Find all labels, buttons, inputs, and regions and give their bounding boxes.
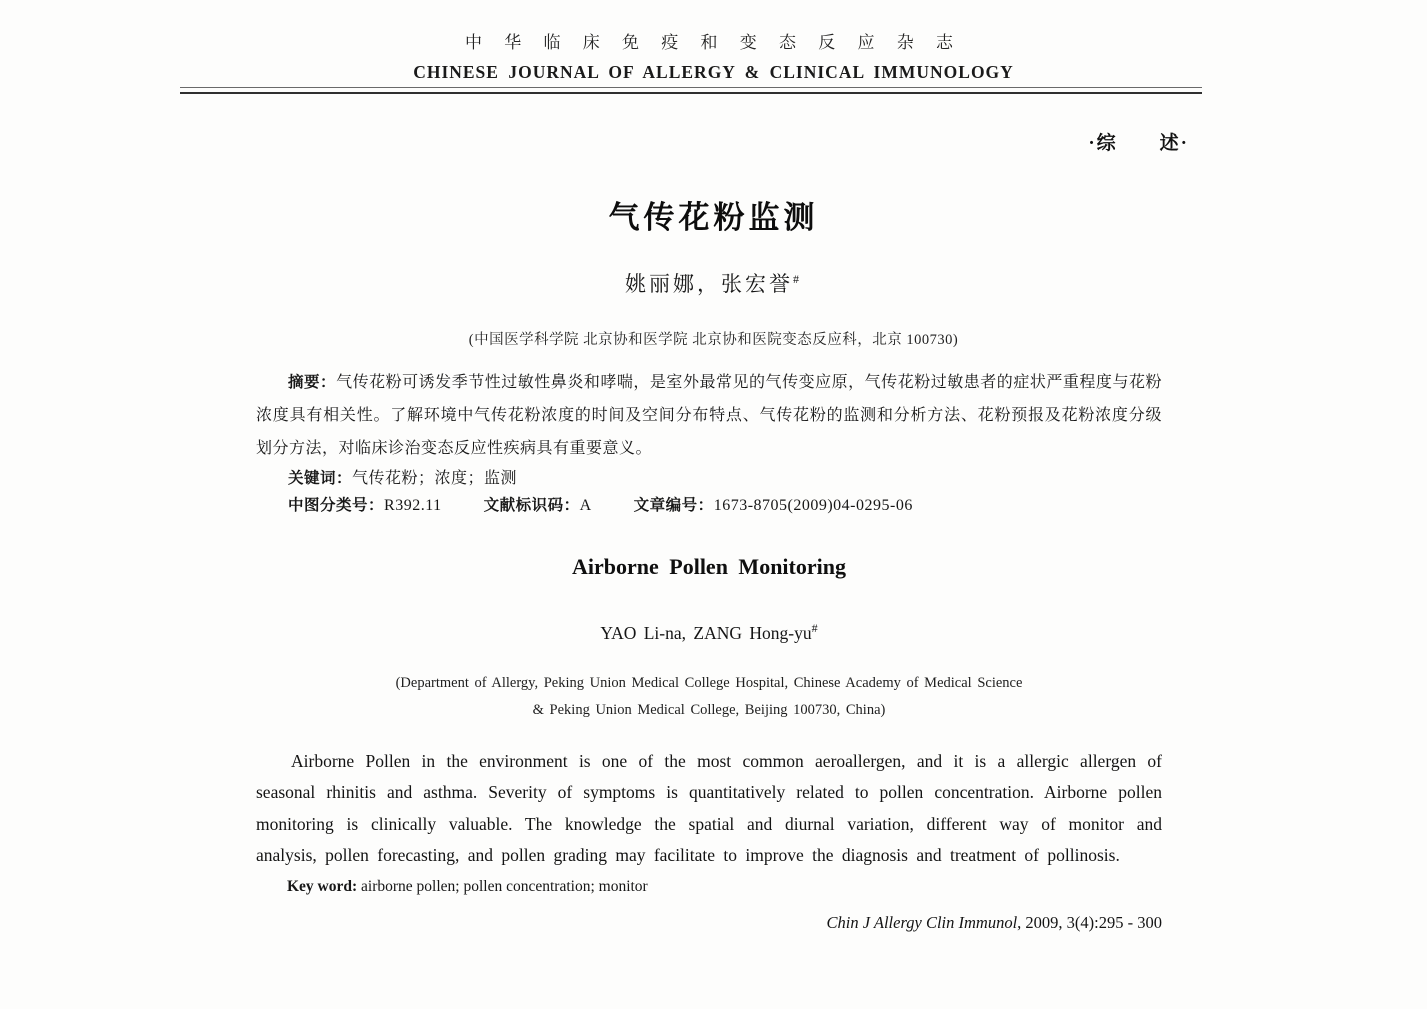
affiliation-english <box>256 670 1162 725</box>
authors-chinese-superscript: # <box>793 272 802 286</box>
affiliation-english-line2: & Peking Union Medical College, Beijing 100730, China) <box>532 702 886 719</box>
clc-value: R392.11 <box>384 497 442 514</box>
article-no-label: 文章编号： <box>633 497 714 514</box>
article-title-chinese: 气传花粉监测 <box>608 200 819 235</box>
abstract-english: Airborne Pollen in the environment is one of the most common aeroallergen, and it is a allergic allergen of seasonal rhinitis and asthma. Severity of symptoms is quantitatively related to pollen concentration. Airborne pollen monitoring is clinically valuable. The knowledge the spatial and diurnal variation, different way of monitor and analysis, pollen forecasting, and pollen grading may facilitate to improve the diagnosis and treatment of pollinosis. <box>256 750 1162 866</box>
affiliation-english-line1: (Department of Allergy, Peking Union Medical College Hospital, Chinese Academy of Medical Science <box>395 674 1023 691</box>
article-no-value: 1673-8705(2009)04-0295-06 <box>713 497 913 514</box>
citation-volume-pages: , 2009, 3(4):295 - 300 <box>1017 912 1162 932</box>
abstract-text-chinese: 气传花粉可诱发季节性过敏性鼻炎和哮喘，是室外最常见的气传变应原，气传花粉过敏患者的症状严重程度与花粉浓度具有相关性。了解环境中气传花粉浓度的时间及空间分布特点、气传花粉的监测和分析方法、花粉预报及花粉浓度分级划分方法，对临床诊治变态反应性疾病具有重要意义。 <box>256 374 1162 457</box>
classification-line <box>256 492 1162 519</box>
authors-chinese <box>0 268 1427 298</box>
citation-line <box>256 913 1162 933</box>
abstract-label-chinese: 摘要： <box>288 374 337 391</box>
authors-english-superscript: # <box>811 621 818 635</box>
header-double-rule <box>180 87 1202 94</box>
keyword-text-english: airborne pollen; pollen concentration; monitor <box>361 877 648 895</box>
keywords-line-chinese <box>256 465 1162 492</box>
keyword-label-english: Key word: <box>287 877 358 895</box>
keywords-label-chinese: 关键词： <box>288 470 353 487</box>
keywords-text-chinese: 气传花粉；浓度；监测 <box>352 470 518 487</box>
affiliation-chinese: (中国医学科学院 北京协和医学院 北京协和医院变态反应科，北京 100730) <box>468 332 959 348</box>
doc-code-label: 文献标识码： <box>483 497 580 514</box>
article-title-english: Airborne Pollen Monitoring <box>572 554 846 579</box>
abstract-chinese <box>256 366 1162 465</box>
citation-journal-name: Chin J Allergy Clin Immunol <box>826 912 1018 932</box>
journal-title-chinese: 中 华 临 床 免 疫 和 变 态 反 应 杂 志 <box>465 33 962 52</box>
section-label-review: ·综 述· <box>1088 133 1189 154</box>
journal-title-english: CHINESE JOURNAL OF ALLERGY & CLINICAL IMMUNOLOGY <box>413 62 1014 82</box>
authors-chinese-names: 姚丽娜，张宏誉 <box>625 272 793 296</box>
main-content-column <box>256 366 1162 933</box>
authors-english-names: YAO Li-na, ZANG Hong-yu <box>600 622 812 643</box>
clc-label: 中图分类号： <box>288 497 385 514</box>
authors-english <box>256 621 1162 644</box>
keyword-line-english <box>256 873 1162 900</box>
doc-code-value: A <box>579 497 592 514</box>
